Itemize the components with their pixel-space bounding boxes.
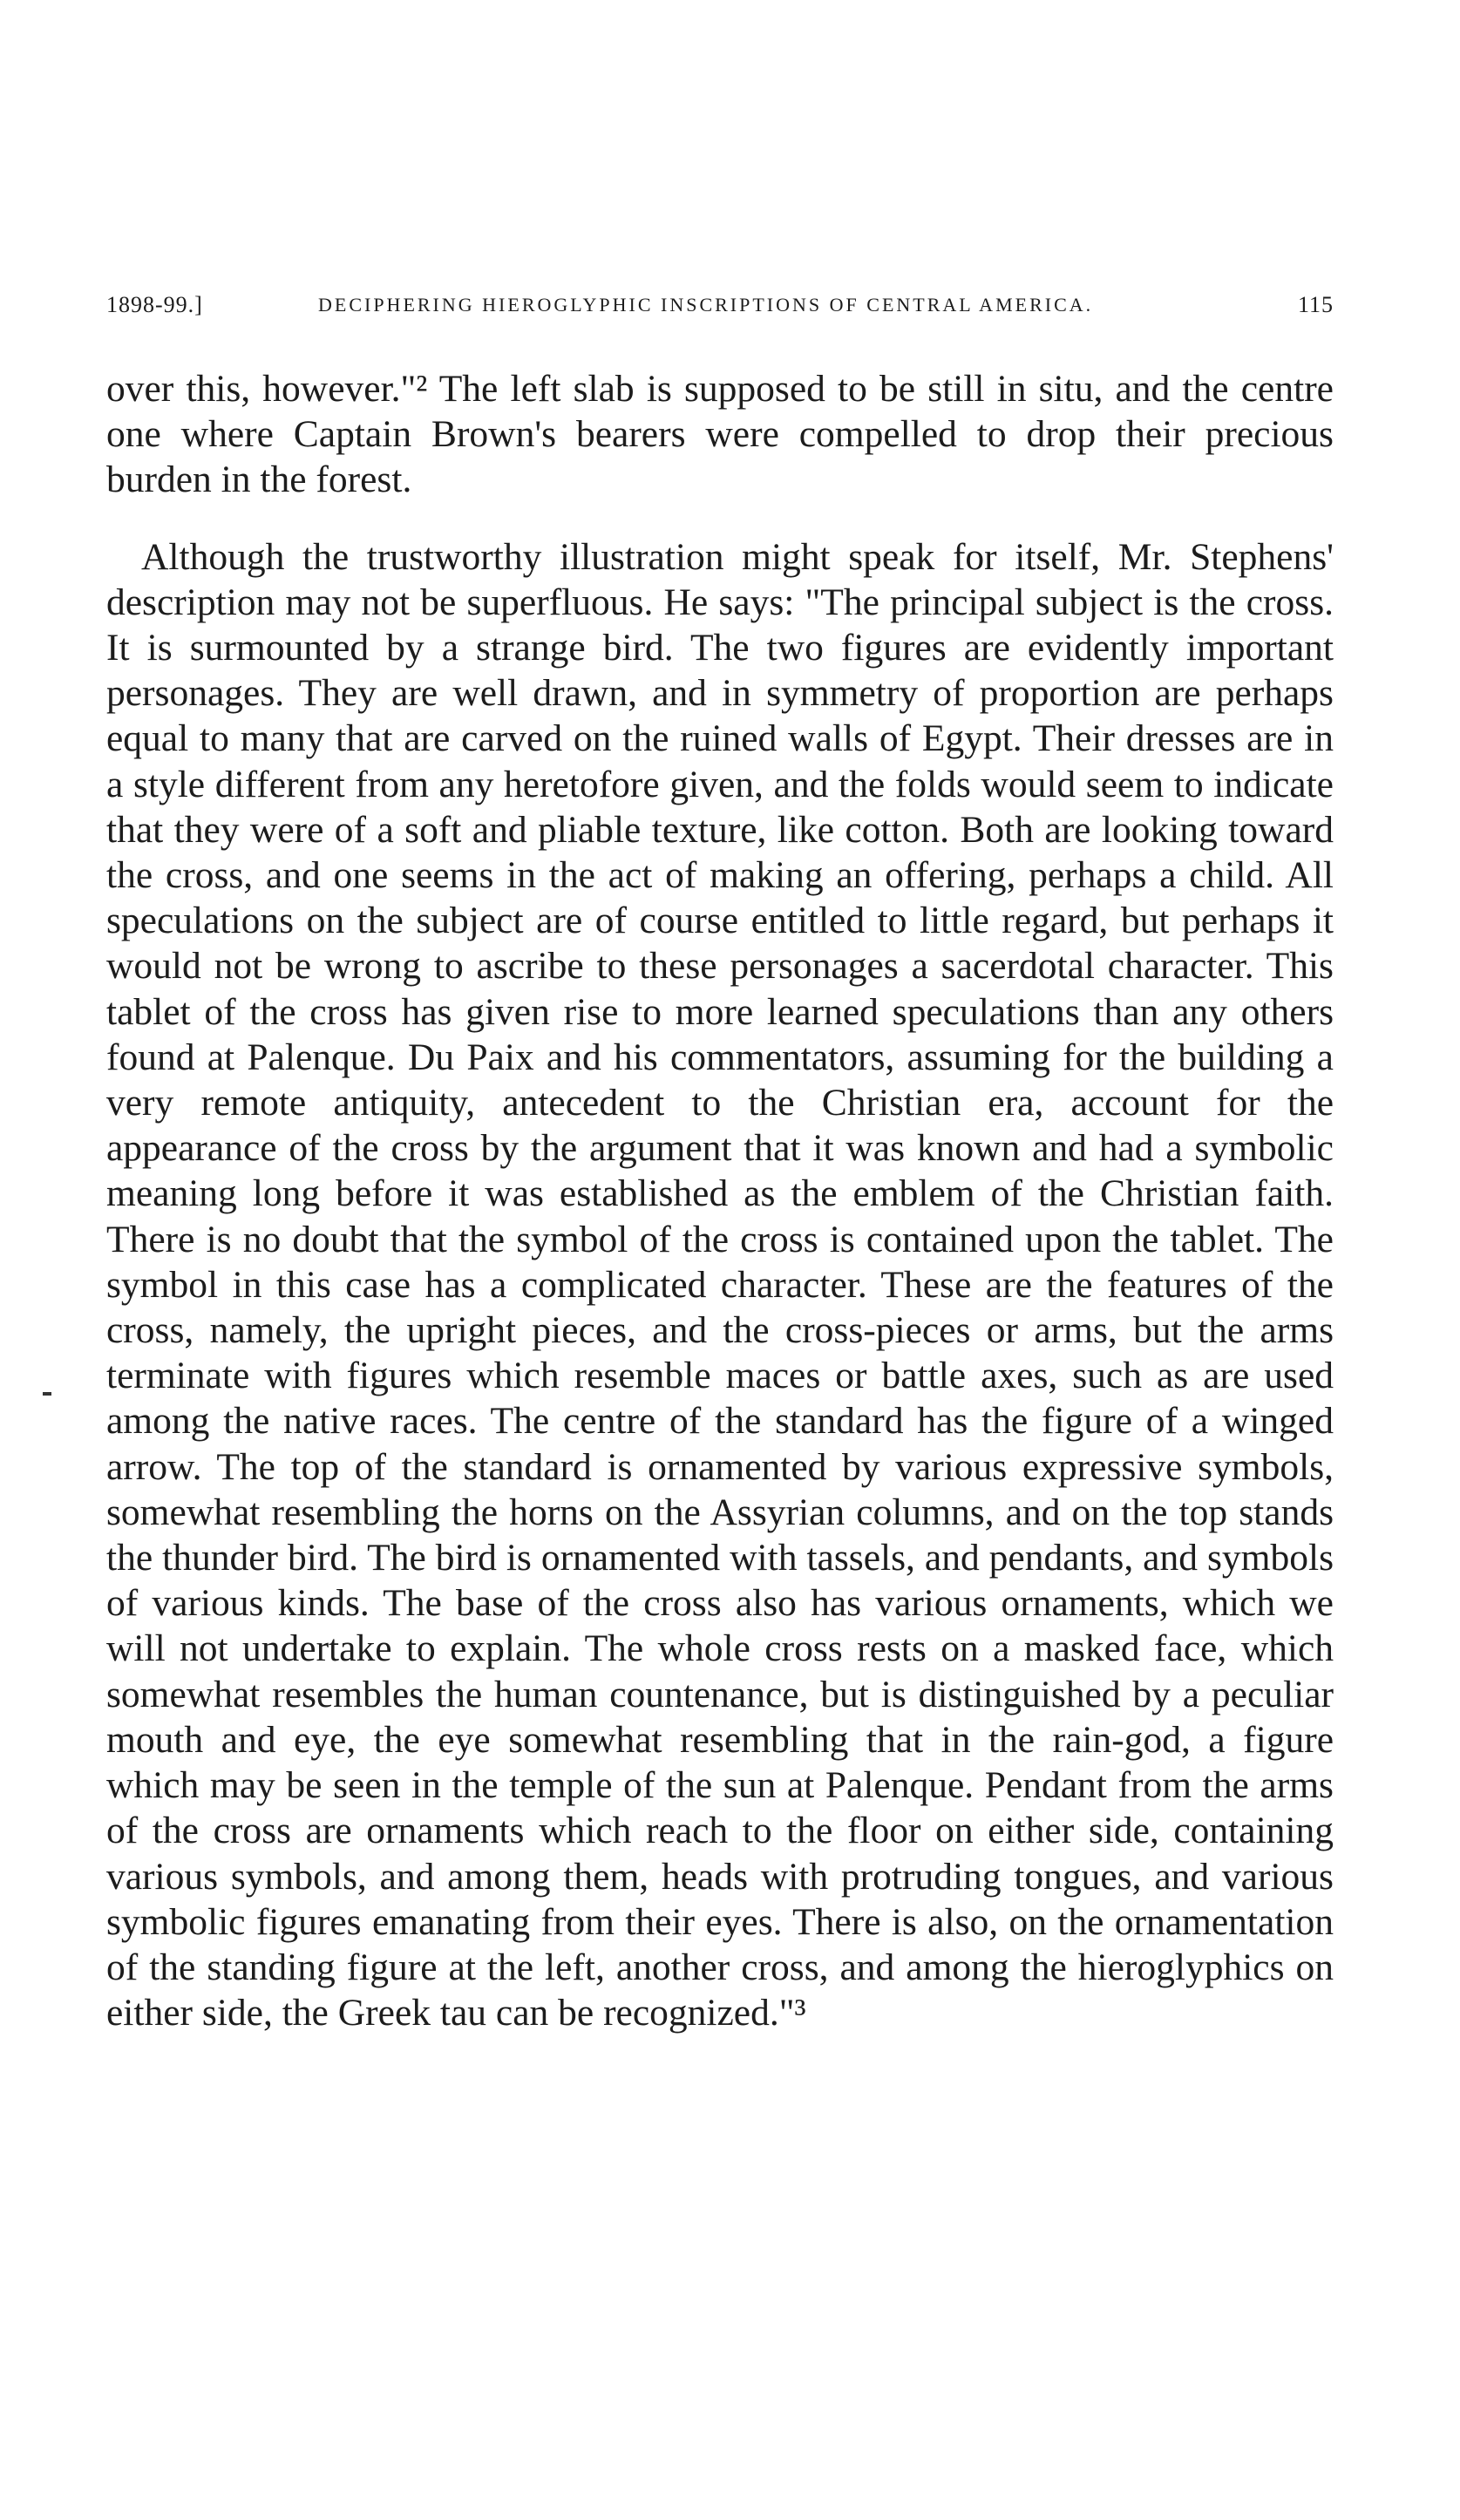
body-text xyxy=(106,366,1334,2035)
running-head-year: 1898-99.] xyxy=(106,292,203,317)
paragraph-2: Although the trustworthy illustration might speak for itself, Mr. Stephens' description may not be superfluous. He says: "The principal subject is the cross. It is surmounted by a strange bird. The two figures are evidently important personages. They are well drawn, and in symmetry of proportion are perhaps equal to many that are carved on the ruined walls of Egypt. Their dresses are in a style different from any heretofore given, and the folds would seem to indicate that they were of a soft and pliable texture, like cotton. Both are looking toward the cross, and one seems in the act of making an offering, perhaps a child. All speculations on the subject are of course entitled to little regard, but perhaps it would not be wrong to ascribe to these personages a sacerdotal character. This tablet of the cross has given rise to more learned speculations than any others found at Palenque. Du Paix and his commentators, assuming for the building a very remote antiquity, antecedent to the Christian era, account for the appearance of the cross by the argument that it was known and had a symbolic meaning long before it was established as the emblem of the Christian faith. There is no doubt that the symbol of the cross is contained upon the tablet. The symbol in this case has a complicated character. These are the features of the cross, namely, the upright pieces, and the cross-pieces or arms, but the arms terminate with figures which resemble maces or battle axes, such as are used among the native races. The centre of the standard has the figure of a winged arrow. The top of the standard is ornamented by various expressive symbols, somewhat resembling the horns on the Assyrian columns, and on the top stands the thunder bird. The bird is ornamented with tassels, and pendants, and symbols of various kinds. The base of the cross also has various ornaments, which we will not undertake to explain. The whole cross rests on a masked face, which somewhat resembles the human countenance, but is distinguished by a peculiar mouth and eye, the eye somewhat resembling that in the rain-god, a figure which may be seen in the temple of the sun at Palenque. Pendant from the arms of the cross are ornaments which reach to the floor on either side, containing various symbols, and among them, heads with protruding tongues, and various symbolic figures emanating from their eyes. There is also, on the ornamentation of the standing figure at the left, another cross, and among the hieroglyphics on either side, the Greek tau can be recognized."³ xyxy=(106,535,1334,2034)
paragraph-1: over this, however."² The left slab is supposed to be still in situ, and the centre one where Captain Brown's bearers were compelled to drop their precious burden in the forest. xyxy=(106,368,1334,501)
margin-mark xyxy=(43,1392,51,1396)
running-head xyxy=(106,288,1334,323)
running-head-title: DECIPHERING HIEROGLYPHIC INSCRIPTIONS OF CENTRAL AMERICA. xyxy=(318,294,1094,316)
page-number: 115 xyxy=(1297,292,1334,317)
